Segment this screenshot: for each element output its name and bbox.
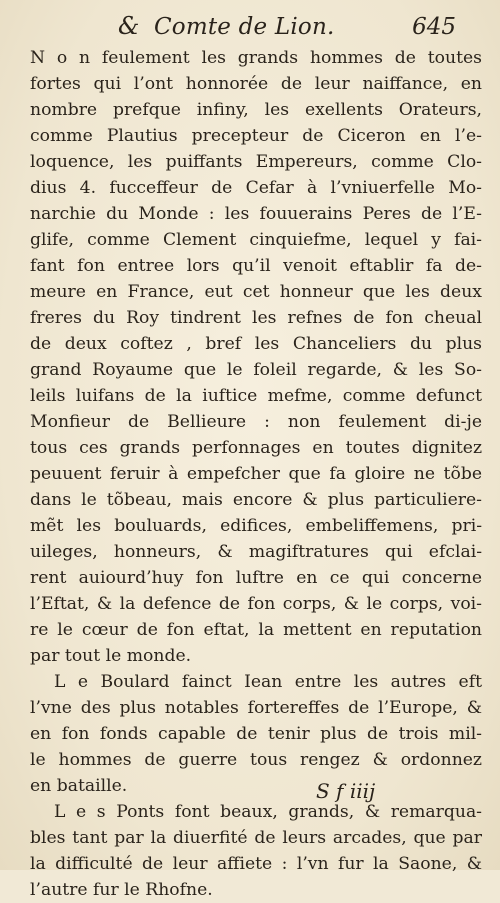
text-line: tous ces grands perfonnages en toutes dignitez: [30, 438, 482, 458]
text-line: narchie du Monde : les fouuerains Peres de l’E-: [30, 204, 482, 224]
text-line: le hommes de guerre tous rengez & ordonnez: [30, 750, 482, 770]
text-line: rent auiourd’huy fon luftre en ce qui concerne: [30, 568, 482, 588]
text-line: bles tant par la diuerfité de leurs arcades, que par: [30, 828, 482, 848]
text-line: uileges, honneurs, & magiftratures qui efclai-: [30, 542, 482, 562]
text-line: l’Eftat, & la defence de fon corps, & le corps, voi-: [30, 594, 482, 614]
text-line: mẽt les bouluards, edifices, embeliffemens, pri-: [30, 516, 482, 536]
text-line: L e Boulard fainct Iean entre les autres eft: [54, 672, 482, 692]
text-line: la difficulté de leur affiete : l’vn fur la Saone, &: [30, 854, 482, 874]
page-number: 645: [412, 14, 456, 40]
text-block: [30, 45, 482, 903]
text-line: Monfieur de Bellieure : non feulement di-je: [30, 412, 482, 432]
text-line: glife, comme Clement cinquiefme, lequel y fai-: [30, 230, 482, 250]
signature-mark: S f iiij: [316, 779, 376, 803]
text-line: fortes qui l’ont honnorée de leur naiffance, en: [30, 74, 482, 94]
text-line: N o n feulement les grands hommes de toutes: [30, 48, 482, 68]
text-line: l’autre fur le Rhofne.: [30, 880, 213, 900]
ornament-glyph: &: [118, 12, 140, 40]
text-line: l’vne des plus notables fortereffes de l’Europe, &: [30, 698, 482, 718]
text-line: peuuent feruir à empefcher que fa gloire ne tõbe: [30, 464, 482, 484]
text-line: de deux coftez , bref les Chanceliers du plus: [30, 334, 482, 354]
text-line: comme Plautius precepteur de Ciceron en l’e-: [30, 126, 482, 146]
text-line: re le cœur de fon eftat, la mettent en reputation: [30, 620, 482, 640]
text-line: meure en France, eut cet honneur que les deux: [30, 282, 482, 302]
text-line: en fon fonds capable de tenir plus de trois mil-: [30, 724, 482, 744]
text-line: nombre prefque infiny, les exellents Orateurs,: [30, 100, 482, 120]
text-line: fant fon entree lors qu’il venoit eftablir fa de-: [30, 256, 482, 276]
text-line: loquence, les puiffants Empereurs, comme Clo-: [30, 152, 482, 172]
text-line: L e s Ponts font beaux, grands, & remarqua-: [54, 802, 482, 822]
text-line: leils luifans de la iuftice mefme, comme defunct: [30, 386, 482, 406]
running-title: Comte de Lion.: [154, 14, 335, 40]
text-line: freres du Roy tindrent les refnes de fon cheual: [30, 308, 482, 328]
text-line: grand Royaume que le foleil regarde, & les So-: [30, 360, 482, 380]
running-header: [48, 10, 470, 44]
text-line: par tout le monde.: [30, 646, 192, 666]
text-line: dans le tõbeau, mais encore & plus particuliere-: [30, 490, 482, 510]
text-line: dius 4. fucceffeur de Cefar à l’vniuerfelle Mo-: [30, 178, 482, 198]
text-line: en bataille.: [30, 776, 128, 796]
